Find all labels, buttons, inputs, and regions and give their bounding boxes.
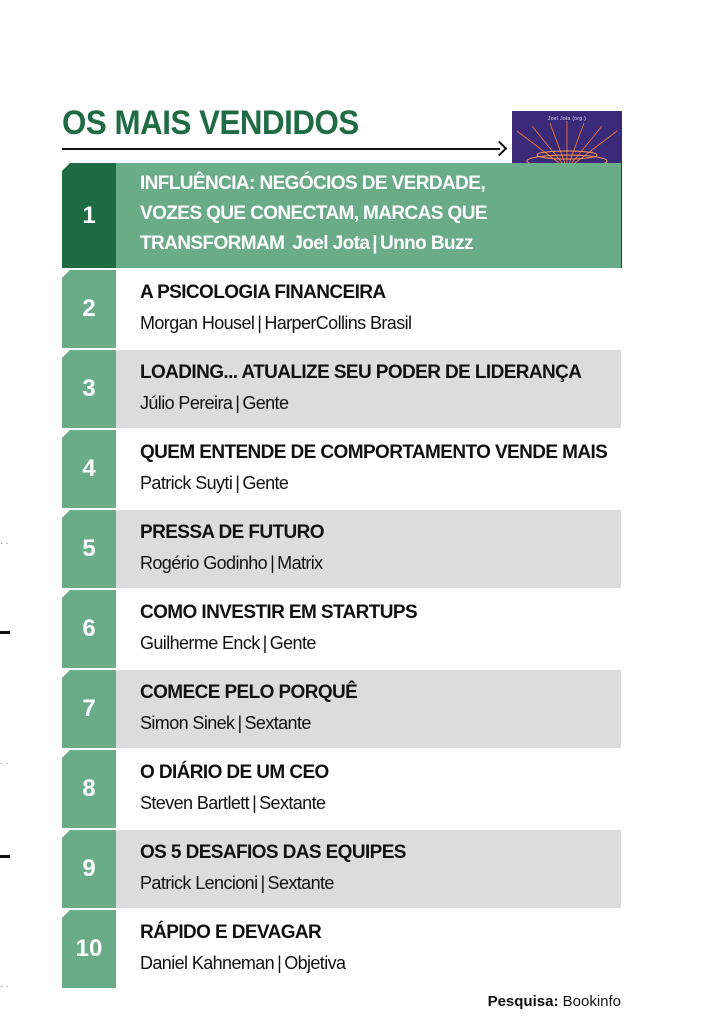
rank-number: 2 <box>62 270 116 348</box>
book-meta <box>140 388 621 418</box>
book-publisher: Sextante <box>267 873 334 893</box>
rank-number: 4 <box>62 430 116 508</box>
book-title <box>140 169 510 259</box>
list-item <box>62 910 621 988</box>
rank-number: 10 <box>62 910 116 988</box>
book-title: RÁPIDO E DEVAGAR <box>140 922 322 943</box>
list-item <box>62 163 621 268</box>
book-publisher: Gente <box>242 393 289 413</box>
book-title: COMECE PELO PORQUÊ <box>140 682 358 703</box>
book-publisher: Matrix <box>277 553 323 573</box>
book-title: COMO INVESTIR EM STARTUPS <box>140 602 418 623</box>
book-publisher: Sextante <box>244 713 311 733</box>
list-item <box>62 830 621 908</box>
book-author: Patrick Suyti <box>140 473 233 493</box>
page-title: OS MAIS VENDIDOS <box>62 104 359 142</box>
book-info <box>116 830 621 908</box>
book-info <box>116 163 621 268</box>
book-author: Steven Bartlett <box>140 793 250 813</box>
book-author: Morgan Housel <box>140 313 255 333</box>
list-item <box>62 590 621 668</box>
separator: | <box>270 553 275 573</box>
book-meta <box>140 788 621 818</box>
book-meta <box>140 468 621 498</box>
book-publisher: Objetiva <box>284 953 346 973</box>
separator: | <box>372 233 378 254</box>
book-title: OS 5 DESAFIOS DAS EQUIPES <box>140 842 406 863</box>
book-title: LOADING... ATUALIZE SEU PODER DE LIDERANÇA <box>140 362 582 383</box>
book-info <box>116 270 621 348</box>
separator: | <box>235 393 240 413</box>
book-publisher: Gente <box>242 473 289 493</box>
separator: | <box>262 633 267 653</box>
book-info <box>116 590 621 668</box>
separator: | <box>260 873 265 893</box>
rank-number: 3 <box>62 350 116 428</box>
separator: | <box>237 713 242 733</box>
list-item <box>62 510 621 588</box>
rank-number: 1 <box>62 163 116 268</box>
margin-dots: ·· <box>0 758 11 769</box>
book-info <box>116 910 621 988</box>
title-underline <box>62 148 500 150</box>
book-publisher: Gente <box>269 633 316 653</box>
book-meta <box>292 233 472 254</box>
book-publisher: Sextante <box>259 793 326 813</box>
cover-author: Joel Jota (org.) <box>547 116 587 122</box>
book-title: PRESSA DE FUTURO <box>140 522 324 543</box>
book-title: A PSICOLOGIA FINANCEIRA <box>140 282 386 303</box>
list-item <box>62 750 621 828</box>
rank-number: 5 <box>62 510 116 588</box>
bestseller-list <box>62 163 621 990</box>
list-item <box>62 270 621 348</box>
book-author: Joel Jota <box>292 233 370 254</box>
source-credit <box>488 993 621 1010</box>
rank-number: 7 <box>62 670 116 748</box>
book-meta <box>140 628 621 658</box>
book-meta <box>140 308 621 338</box>
margin-dots: ·· <box>0 538 11 549</box>
book-meta <box>140 548 621 578</box>
book-info <box>116 350 621 428</box>
margin-dots: ·· <box>0 981 11 992</box>
arrow-right-icon <box>492 141 508 157</box>
source-label: Pesquisa: <box>487 993 559 1010</box>
book-info <box>116 750 621 828</box>
book-author: Rogério Godinho <box>140 553 268 573</box>
book-author: Guilherme Enck <box>140 633 260 653</box>
book-meta <box>140 948 621 978</box>
margin-mark <box>0 855 10 858</box>
list-item <box>62 670 621 748</box>
book-title: O DIÁRIO DE UM CEO <box>140 762 329 783</box>
book-title: QUEM ENTENDE DE COMPORTAMENTO VENDE MAIS <box>140 442 608 463</box>
separator: | <box>277 953 282 973</box>
rank-number: 9 <box>62 830 116 908</box>
book-publisher: HarperCollins Brasil <box>264 313 412 333</box>
book-author: Daniel Kahneman <box>140 953 275 973</box>
separator: | <box>252 793 257 813</box>
book-meta <box>140 868 621 898</box>
book-author: Júlio Pereira <box>140 393 233 413</box>
book-info <box>116 670 621 748</box>
book-meta <box>140 708 621 738</box>
rank-number: 6 <box>62 590 116 668</box>
book-publisher: Unno Buzz <box>380 233 473 254</box>
rank-number: 8 <box>62 750 116 828</box>
source-value: Bookinfo <box>562 993 621 1010</box>
book-info <box>116 510 621 588</box>
book-title-text: INFLUÊNCIA: NEGÓCIOS DE VERDADE, VOZES QUE CONECTAM, MARCAS QUE TRANSFORMAM <box>140 173 487 254</box>
book-author: Simon Sinek <box>140 713 235 733</box>
margin-mark <box>0 631 10 634</box>
book-info <box>116 430 621 508</box>
separator: | <box>257 313 262 333</box>
separator: | <box>235 473 240 493</box>
book-author: Patrick Lencioni <box>140 873 258 893</box>
list-item <box>62 430 621 508</box>
list-item <box>62 350 621 428</box>
